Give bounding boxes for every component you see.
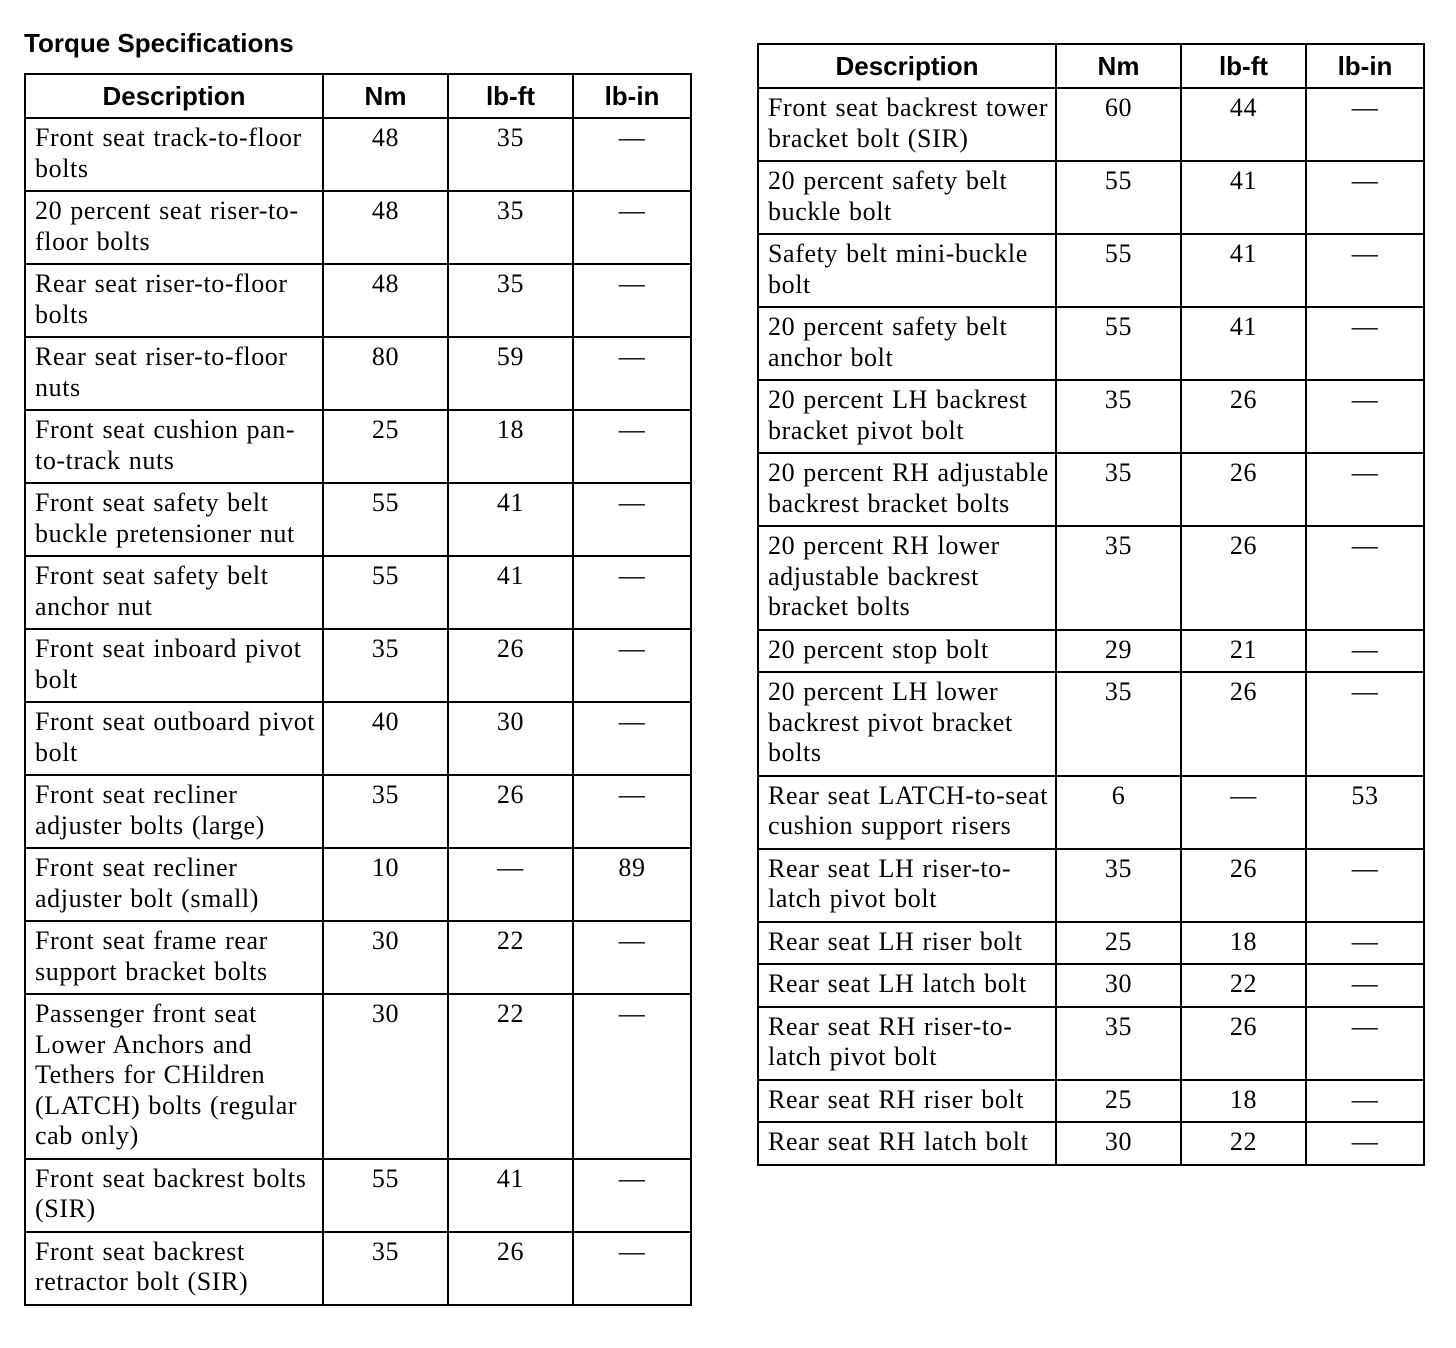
cell-lbin: — <box>573 1159 691 1232</box>
cell-lbin: — <box>573 921 691 994</box>
cell-description: Front seat backrest retractor bolt (SIR) <box>25 1232 323 1305</box>
cell-nm: 80 <box>323 337 448 410</box>
column-header-nm: Nm <box>323 74 448 118</box>
table-row <box>25 848 691 921</box>
cell-nm: 40 <box>323 702 448 775</box>
table-row <box>25 556 691 629</box>
cell-description: Rear seat riser-to-floor nuts <box>25 337 323 410</box>
table-row <box>758 672 1424 776</box>
cell-lbft: 18 <box>1181 1080 1306 1123</box>
cell-description: Front seat frame rear support bracket bolts <box>25 921 323 994</box>
table-row <box>25 118 691 191</box>
cell-lbin: — <box>573 556 691 629</box>
table-row <box>758 1080 1424 1123</box>
cell-nm: 35 <box>323 1232 448 1305</box>
cell-lbin: — <box>1306 922 1424 965</box>
table-row <box>758 234 1424 307</box>
cell-lbft: 35 <box>448 264 573 337</box>
cell-description: Front seat recliner adjuster bolts (large) <box>25 775 323 848</box>
cell-description: 20 percent safety belt anchor bolt <box>758 307 1056 380</box>
cell-lbft: 44 <box>1181 88 1306 161</box>
cell-lbin: — <box>573 629 691 702</box>
cell-lbft: 26 <box>448 775 573 848</box>
cell-nm: 6 <box>1056 776 1181 849</box>
cell-lbft: 18 <box>448 410 573 483</box>
table-row <box>25 1159 691 1232</box>
header-row <box>25 74 691 118</box>
cell-description: Rear seat RH riser-to-latch pivot bolt <box>758 1007 1056 1080</box>
cell-nm: 55 <box>1056 161 1181 234</box>
cell-lbin: — <box>1306 380 1424 453</box>
cell-lbin: — <box>1306 526 1424 630</box>
table-row <box>758 964 1424 1007</box>
table-header <box>758 44 1424 88</box>
cell-nm: 10 <box>323 848 448 921</box>
column-header-description: Description <box>758 44 1056 88</box>
cell-description: Rear seat LH latch bolt <box>758 964 1056 1007</box>
cell-nm: 35 <box>1056 672 1181 776</box>
cell-lbft: 26 <box>1181 672 1306 776</box>
cell-nm: 30 <box>1056 964 1181 1007</box>
cell-nm: 35 <box>323 629 448 702</box>
cell-description: Rear seat LH riser bolt <box>758 922 1056 965</box>
cell-description: Front seat safety belt anchor nut <box>25 556 323 629</box>
cell-lbft: 35 <box>448 191 573 264</box>
cell-lbin: — <box>573 410 691 483</box>
table-row <box>25 264 691 337</box>
cell-lbft: 30 <box>448 702 573 775</box>
table-row <box>758 88 1424 161</box>
table-row <box>25 921 691 994</box>
cell-description: Rear seat LATCH-to-seat cushion support risers <box>758 776 1056 849</box>
cell-lbin: — <box>573 702 691 775</box>
cell-nm: 35 <box>1056 849 1181 922</box>
cell-nm: 60 <box>1056 88 1181 161</box>
cell-lbft: 59 <box>448 337 573 410</box>
table-row <box>758 453 1424 526</box>
torque-table-right <box>757 43 1425 1166</box>
cell-lbft: 26 <box>448 1232 573 1305</box>
cell-lbft: 22 <box>448 994 573 1159</box>
cell-lbft: 41 <box>448 483 573 556</box>
cell-nm: 48 <box>323 264 448 337</box>
cell-description: Safety belt mini-buckle bolt <box>758 234 1056 307</box>
table-row <box>758 776 1424 849</box>
cell-description: 20 percent seat riser-to-floor bolts <box>25 191 323 264</box>
column-header-lbft: lb-ft <box>1181 44 1306 88</box>
column-header-nm: Nm <box>1056 44 1181 88</box>
cell-description: Front seat safety belt buckle pretensioner nut <box>25 483 323 556</box>
cell-lbft: 41 <box>448 1159 573 1232</box>
cell-lbin: — <box>573 118 691 191</box>
cell-lbin: — <box>1306 1080 1424 1123</box>
table-row <box>25 994 691 1159</box>
table-row <box>758 1122 1424 1165</box>
table-header <box>25 74 691 118</box>
table-body <box>25 118 691 1305</box>
cell-nm: 55 <box>323 483 448 556</box>
cell-lbin: — <box>1306 964 1424 1007</box>
table-row <box>758 922 1424 965</box>
table-row <box>758 1007 1424 1080</box>
cell-nm: 35 <box>1056 453 1181 526</box>
cell-lbin: — <box>1306 1122 1424 1165</box>
cell-lbft: 26 <box>1181 1007 1306 1080</box>
column-header-lbft: lb-ft <box>448 74 573 118</box>
cell-nm: 35 <box>1056 526 1181 630</box>
table-body <box>758 88 1424 1165</box>
cell-lbin: — <box>1306 307 1424 380</box>
cell-description: 20 percent RH adjustable backrest bracket bolts <box>758 453 1056 526</box>
cell-lbin: 53 <box>1306 776 1424 849</box>
table-row <box>758 526 1424 630</box>
cell-lbft: 26 <box>1181 380 1306 453</box>
table-row <box>25 410 691 483</box>
cell-nm: 55 <box>1056 307 1181 380</box>
table-row <box>25 1232 691 1305</box>
cell-description: Front seat track-to-floor bolts <box>25 118 323 191</box>
cell-nm: 55 <box>323 556 448 629</box>
cell-lbin: — <box>1306 88 1424 161</box>
cell-nm: 25 <box>1056 922 1181 965</box>
cell-lbft: 18 <box>1181 922 1306 965</box>
cell-lbin: — <box>1306 161 1424 234</box>
cell-lbft: 41 <box>1181 234 1306 307</box>
cell-lbft: 22 <box>1181 1122 1306 1165</box>
torque-table-left <box>24 73 692 1306</box>
cell-nm: 30 <box>323 921 448 994</box>
cell-nm: 35 <box>323 775 448 848</box>
cell-lbft: 26 <box>1181 526 1306 630</box>
cell-lbft: 41 <box>448 556 573 629</box>
cell-description: Rear seat RH riser bolt <box>758 1080 1056 1123</box>
table-row <box>758 307 1424 380</box>
table-row <box>25 775 691 848</box>
cell-nm: 25 <box>323 410 448 483</box>
table-row <box>758 161 1424 234</box>
cell-lbft: — <box>448 848 573 921</box>
cell-lbft: 22 <box>448 921 573 994</box>
cell-lbin: — <box>573 994 691 1159</box>
cell-nm: 25 <box>1056 1080 1181 1123</box>
cell-lbft: 26 <box>1181 453 1306 526</box>
table-row <box>758 849 1424 922</box>
cell-description: 20 percent stop bolt <box>758 630 1056 673</box>
cell-description: 20 percent LH lower backrest pivot bracket bolts <box>758 672 1056 776</box>
header-row <box>758 44 1424 88</box>
column-header-description: Description <box>25 74 323 118</box>
cell-lbin: — <box>1306 672 1424 776</box>
cell-nm: 30 <box>1056 1122 1181 1165</box>
cell-lbft: 22 <box>1181 964 1306 1007</box>
cell-lbft: 26 <box>1181 849 1306 922</box>
table-row <box>25 629 691 702</box>
cell-lbin: — <box>573 1232 691 1305</box>
cell-nm: 30 <box>323 994 448 1159</box>
cell-lbft: 21 <box>1181 630 1306 673</box>
cell-lbin: — <box>573 337 691 410</box>
cell-lbin: — <box>1306 630 1424 673</box>
cell-description: Rear seat LH riser-to-latch pivot bolt <box>758 849 1056 922</box>
cell-nm: 29 <box>1056 630 1181 673</box>
cell-lbft: 26 <box>448 629 573 702</box>
cell-description: Front seat cushion pan-to-track nuts <box>25 410 323 483</box>
cell-description: 20 percent safety belt buckle bolt <box>758 161 1056 234</box>
cell-lbin: — <box>1306 1007 1424 1080</box>
cell-lbft: 41 <box>1181 307 1306 380</box>
table-row <box>25 702 691 775</box>
cell-description: 20 percent RH lower adjustable backrest bracket bolts <box>758 526 1056 630</box>
cell-lbin: — <box>573 483 691 556</box>
cell-lbin: — <box>1306 234 1424 307</box>
cell-nm: 48 <box>323 118 448 191</box>
cell-lbin: — <box>1306 453 1424 526</box>
table-row <box>25 483 691 556</box>
cell-description: Rear seat riser-to-floor bolts <box>25 264 323 337</box>
cell-description: Passenger front seat Lower Anchors and Tethers for CHildren (LATCH) bolts (regular cab only) <box>25 994 323 1159</box>
column-header-lbin: lb-in <box>1306 44 1424 88</box>
cell-nm: 55 <box>323 1159 448 1232</box>
cell-lbin: — <box>1306 849 1424 922</box>
cell-description: Front seat outboard pivot bolt <box>25 702 323 775</box>
table-row <box>758 630 1424 673</box>
cell-nm: 35 <box>1056 1007 1181 1080</box>
cell-description: Rear seat RH latch bolt <box>758 1122 1056 1165</box>
cell-description: Front seat backrest tower bracket bolt (SIR) <box>758 88 1056 161</box>
cell-lbft: 35 <box>448 118 573 191</box>
cell-lbft: — <box>1181 776 1306 849</box>
table-row <box>25 191 691 264</box>
page-title: Torque Specifications <box>24 28 294 58</box>
cell-nm: 48 <box>323 191 448 264</box>
cell-lbin: — <box>573 264 691 337</box>
column-header-lbin: lb-in <box>573 74 691 118</box>
cell-nm: 35 <box>1056 380 1181 453</box>
cell-lbin: — <box>573 775 691 848</box>
table-row <box>758 380 1424 453</box>
cell-description: Front seat inboard pivot bolt <box>25 629 323 702</box>
cell-description: Front seat backrest bolts (SIR) <box>25 1159 323 1232</box>
cell-lbft: 41 <box>1181 161 1306 234</box>
cell-nm: 55 <box>1056 234 1181 307</box>
cell-description: Front seat recliner adjuster bolt (small) <box>25 848 323 921</box>
cell-lbin: — <box>573 191 691 264</box>
cell-lbin: 89 <box>573 848 691 921</box>
cell-description: 20 percent LH backrest bracket pivot bolt <box>758 380 1056 453</box>
table-row <box>25 337 691 410</box>
